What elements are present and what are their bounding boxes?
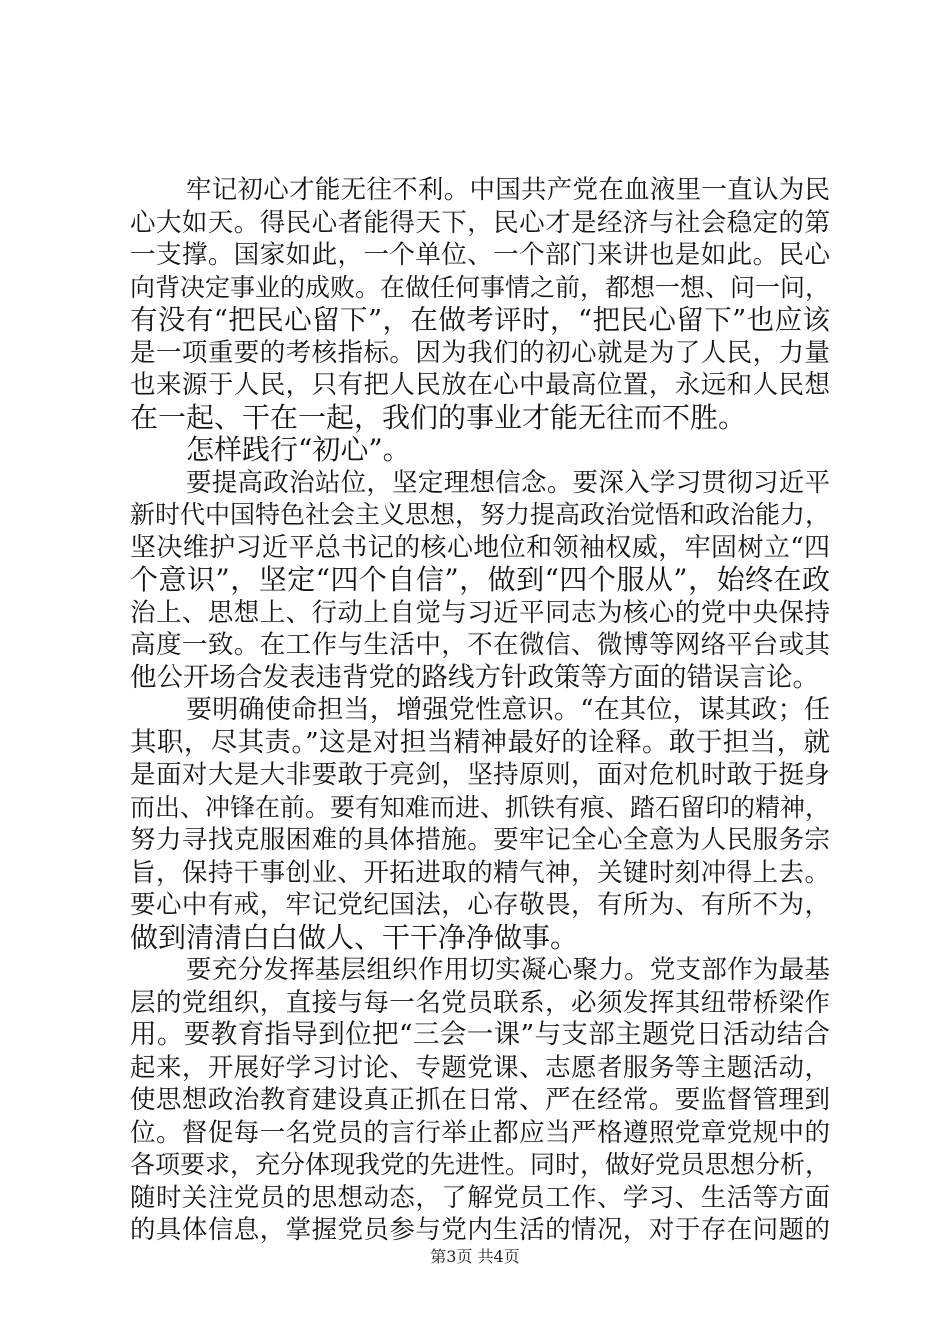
text-line: 努力寻找克服困难的具体措施。要牢记全心全意为人民服务宗 xyxy=(130,825,830,855)
text-line: 位。督促每一名党员的言行举止都应当严格遵照党章党规中的 xyxy=(130,1117,830,1148)
text-line: 心大如天。得民心者能得天下，民心才是经济与社会稳定的第 xyxy=(130,207,830,238)
text-line: 做到清清白白做人、干干净净做事。 xyxy=(130,920,579,954)
text-line: 在一起、干在一起，我们的事业才能无往而不胜。 xyxy=(130,400,747,434)
text-line: 向背决定事业的成败。在做任何事情之前，都想一想、问一问， xyxy=(130,272,831,302)
text-line: 治上、思想上、行动上自觉与习近平同志为核心的党中央保持 xyxy=(130,597,830,628)
text-line: 使思想政治教育建设真正抓在日常、严在经常。要监督管理到 xyxy=(130,1085,830,1115)
text-line: 旨，保持干事创业、开拓进取的精气神，关键时刻冲得上去。 xyxy=(130,857,830,888)
text-line: 要心中有戒，牢记党纪国法，心存敬畏，有所为、有所不为， xyxy=(130,890,830,920)
text-line: 其职，尽其责。”这是对担当精神最好的诠释。敢于担当，就 xyxy=(130,726,830,758)
text-line: 各项要求，充分体现我党的先进性。同时，做好党员思想分析， xyxy=(130,1150,831,1179)
text-line: 随时关注党员的思想动态，了解党员工作、学习、生活等方面 xyxy=(130,1182,830,1213)
text-line: 新时代中国特色社会主义思想，努力提高政治觉悟和政治能力， xyxy=(130,500,831,529)
page-footer: 第3页 共4页 xyxy=(430,1247,520,1266)
text-line: 要提高政治站位，坚定理想信念。要深入学习贯彻习近平 xyxy=(186,467,830,498)
text-line: 个意识”，坚定“四个自信”，做到“四个服从”，始终在政 xyxy=(130,563,830,596)
text-line: 是一项重要的考核指标。因为我们的初心就是为了人民，力量 xyxy=(130,337,830,368)
text-line: 怎样践行“初心”。 xyxy=(186,433,411,466)
text-line: 是面对大是大非要敢于亮剑，坚持原则，面对危机时敢于挺身 xyxy=(130,760,830,790)
document-body xyxy=(130,174,830,1247)
text-line: 要充分发挥基层组织作用切实凝心聚力。党支部作为最基 xyxy=(186,955,830,985)
text-line: 他公开场合发表违背党的路线方针政策等方面的错误言论。 xyxy=(130,661,819,693)
text-line: 坚决维护习近平总书记的核心地位和领袖权威，牢固树立“四 xyxy=(130,532,830,563)
text-line: 用。要教育指导到位把“三会一课”与支部主题党日活动结合 xyxy=(130,1019,830,1050)
text-line: 高度一致。在工作与生活中，不在微信、微博等网络平台或其 xyxy=(130,630,830,660)
text-line: 的具体信息，掌握党员参与党内生活的情况，对于存在问题的 xyxy=(130,1215,830,1245)
text-line: 层的党组织，直接与每一名党员联系，必须发挥其纽带桥梁作 xyxy=(130,987,830,1018)
text-line: 有没有“把民心留下”，在做考评时，“把民心留下”也应该 xyxy=(130,304,830,336)
text-line: 起来，开展好学习讨论、专题党课、志愿者服务等主题活动， xyxy=(130,1052,830,1083)
text-line: 牢记初心才能无往不利。中国共产党在血液里一直认为民 xyxy=(186,175,830,205)
text-line: 而出、冲锋在前。要有知难而进、抓铁有痕、踏石留印的精神， xyxy=(130,792,831,822)
text-line: 一支撑。国家如此，一个单位、一个部门来讲也是如此。民心 xyxy=(130,240,830,270)
text-line: 也来源于人民，只有把人民放在心中最高位置，永远和人民想 xyxy=(130,370,830,400)
text-line: 要明确使命担当，增强党性意识。“在其位，谋其政；任 xyxy=(186,695,830,725)
